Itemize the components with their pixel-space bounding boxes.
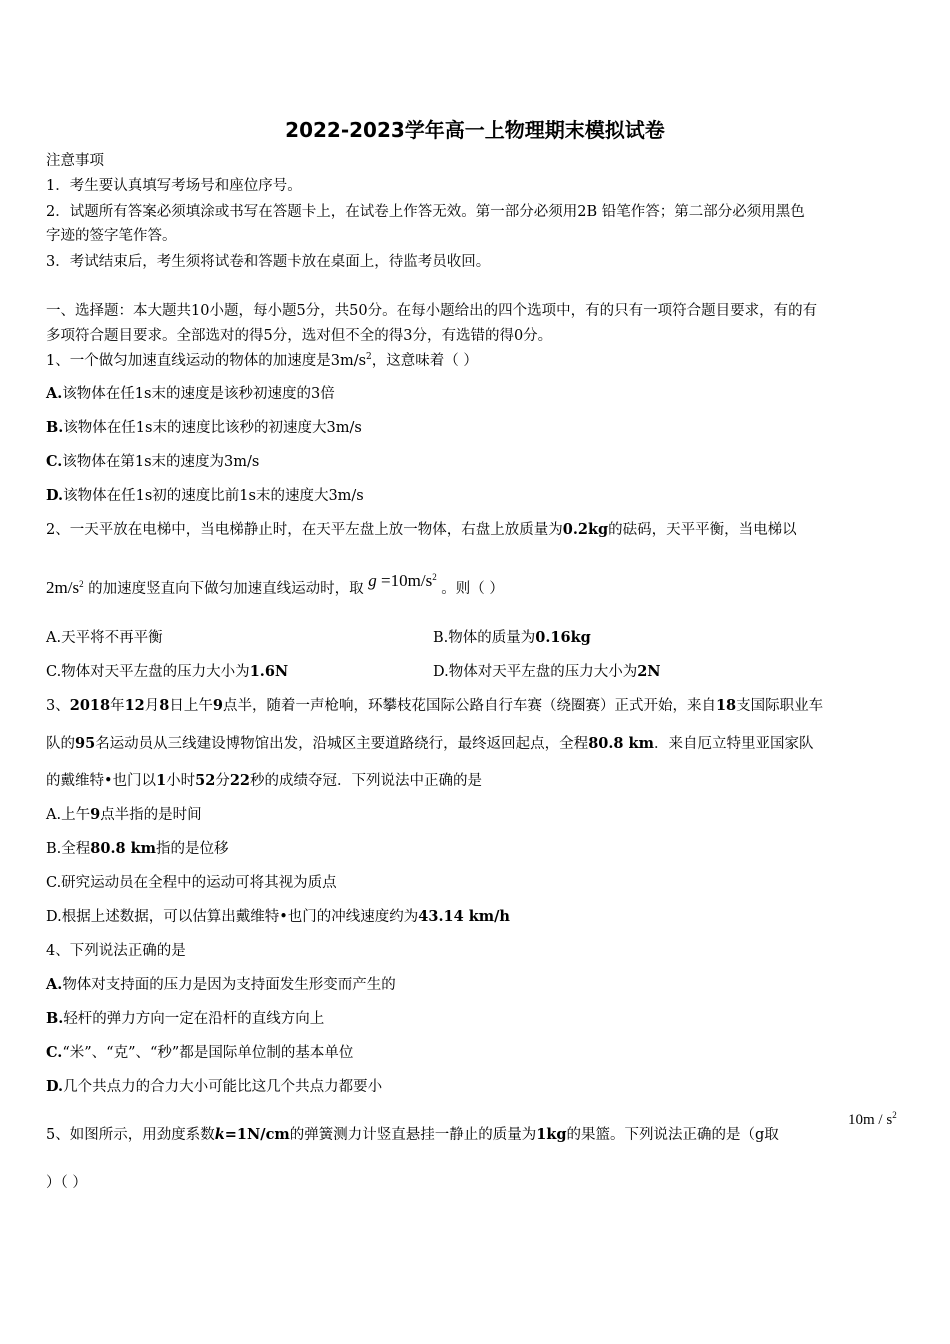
math-gravity: $g =10m/s^2$ (368, 571, 437, 590)
question-2-option-a: A.天平将不再平衡 (46, 630, 163, 646)
math-gravity-value: $10m / s^2$ (848, 1110, 897, 1128)
math-acceleration: $2m/s^2$ (46, 578, 84, 597)
section-heading-line-1: 一、选择题：本大题共10小题，每小题5分，共50分。在每小题给出的四个选项中，有的只有一项符合题目要求，有的有 (46, 303, 818, 319)
question-3-stem-line-1: 3、2018年12月8日上午9点半，随着一声枪响，环攀枝花国际公路自行车赛（绕圈赛）正式开始，来自18支国际职业车 (46, 697, 824, 714)
question-3-stem-line-2: 队的95名运动员从三线建设博物馆出发，沿城区主要道路绕行，最终返回起点，全程80.8 km．来自厄立特里亚国家队 (46, 735, 814, 752)
question-3-option-d: D.根据上述数据，可以估算出戴维特•也门的冲线速度约为43.14 km/h (46, 908, 510, 925)
question-1-option-a: A.该物体在任1s末的速度是该秒初速度的3倍 (46, 385, 335, 402)
question-3-option-b: B.全程80.8 km指的是位移 (46, 840, 229, 857)
question-4-option-c: C.“米”、“克”、“秒”都是国际单位制的基本单位 (46, 1044, 354, 1061)
question-2-stem-line-2: $2m/s^2$ 的加速度竖直向下做匀加速直线运动时，取 $g =10m/s^2$ 。则（ ） (46, 571, 504, 597)
question-4-option-d: D.几个共点力的合力大小可能比这几个共点力都要小 (46, 1078, 383, 1095)
question-3-option-a: A.上午9点半指的是时间 (46, 806, 202, 823)
notice-item-1: 1．考生要认真填写考场号和座位序号。 (46, 178, 302, 194)
question-1-stem: 1、一个做匀加速直线运动的物体的加速度是$3m/s^2$，这意味着（ ） (46, 352, 478, 369)
question-2-option-b: B.物体的质量为0.16kg (433, 629, 591, 646)
question-3-option-c: C.研究运动员在全程中的运动可将其视为质点 (46, 875, 337, 891)
question-5-stem-line-2: ）（ ） (46, 1175, 87, 1191)
section-heading-line-2: 多项符合题目要求。全部选对的得5分，选对但不全的得3分，有选错的得0分。 (46, 328, 553, 344)
question-1-option-b: B.该物体在任1s末的速度比该秒的初速度大3m/s (46, 419, 362, 436)
question-2-option-d: D.物体对天平左盘的压力大小为2N (433, 663, 661, 680)
question-1-option-d: D.该物体在任1s初的速度比前1s末的速度大3m/s (46, 487, 364, 504)
notice-item-2-line-1: 2．试题所有答案必须填涂或书写在答题卡上，在试卷上作答无效。第一部分必须用2B 铅笔作答；第二部分必须用黑色 (46, 204, 805, 220)
question-4-option-a: A.物体对支持面的压力是因为支持面发生形变而产生的 (46, 976, 396, 993)
question-3-stem-line-3: 的戴维特•也门以1小时52分22秒的成绩夺冠．下列说法中正确的是 (46, 772, 483, 789)
page-title: 2022-2023学年高一上物理期末模拟试卷 (285, 118, 665, 142)
notice-heading: 注意事项 (46, 153, 104, 169)
question-4-stem: 4、下列说法正确的是 (46, 943, 186, 959)
question-2-stem-line-1: 2、一天平放在电梯中，当电梯静止时，在天平左盘上放一物体，右盘上放质量为0.2kg的砝码，天平平衡，当电梯以 (46, 521, 797, 538)
question-4-option-b: B.轻杆的弹力方向一定在沿杆的直线方向上 (46, 1010, 325, 1027)
question-5-stem-line-1: 5、如图所示，用劲度系数k=1N/cm的弹簧测力计竖直悬挂一静止的质量为1kg的果篮。下列说法正确的是（g取 (46, 1126, 779, 1143)
question-1-option-c: C.该物体在第1s末的速度为3m/s (46, 453, 260, 470)
notice-item-3: 3．考试结束后，考生须将试卷和答题卡放在桌面上，待监考员收回。 (46, 254, 491, 270)
notice-item-2-line-2: 字迹的签字笔作答。 (46, 228, 177, 244)
question-2-option-c: C.物体对天平左盘的压力大小为1.6N (46, 663, 289, 680)
